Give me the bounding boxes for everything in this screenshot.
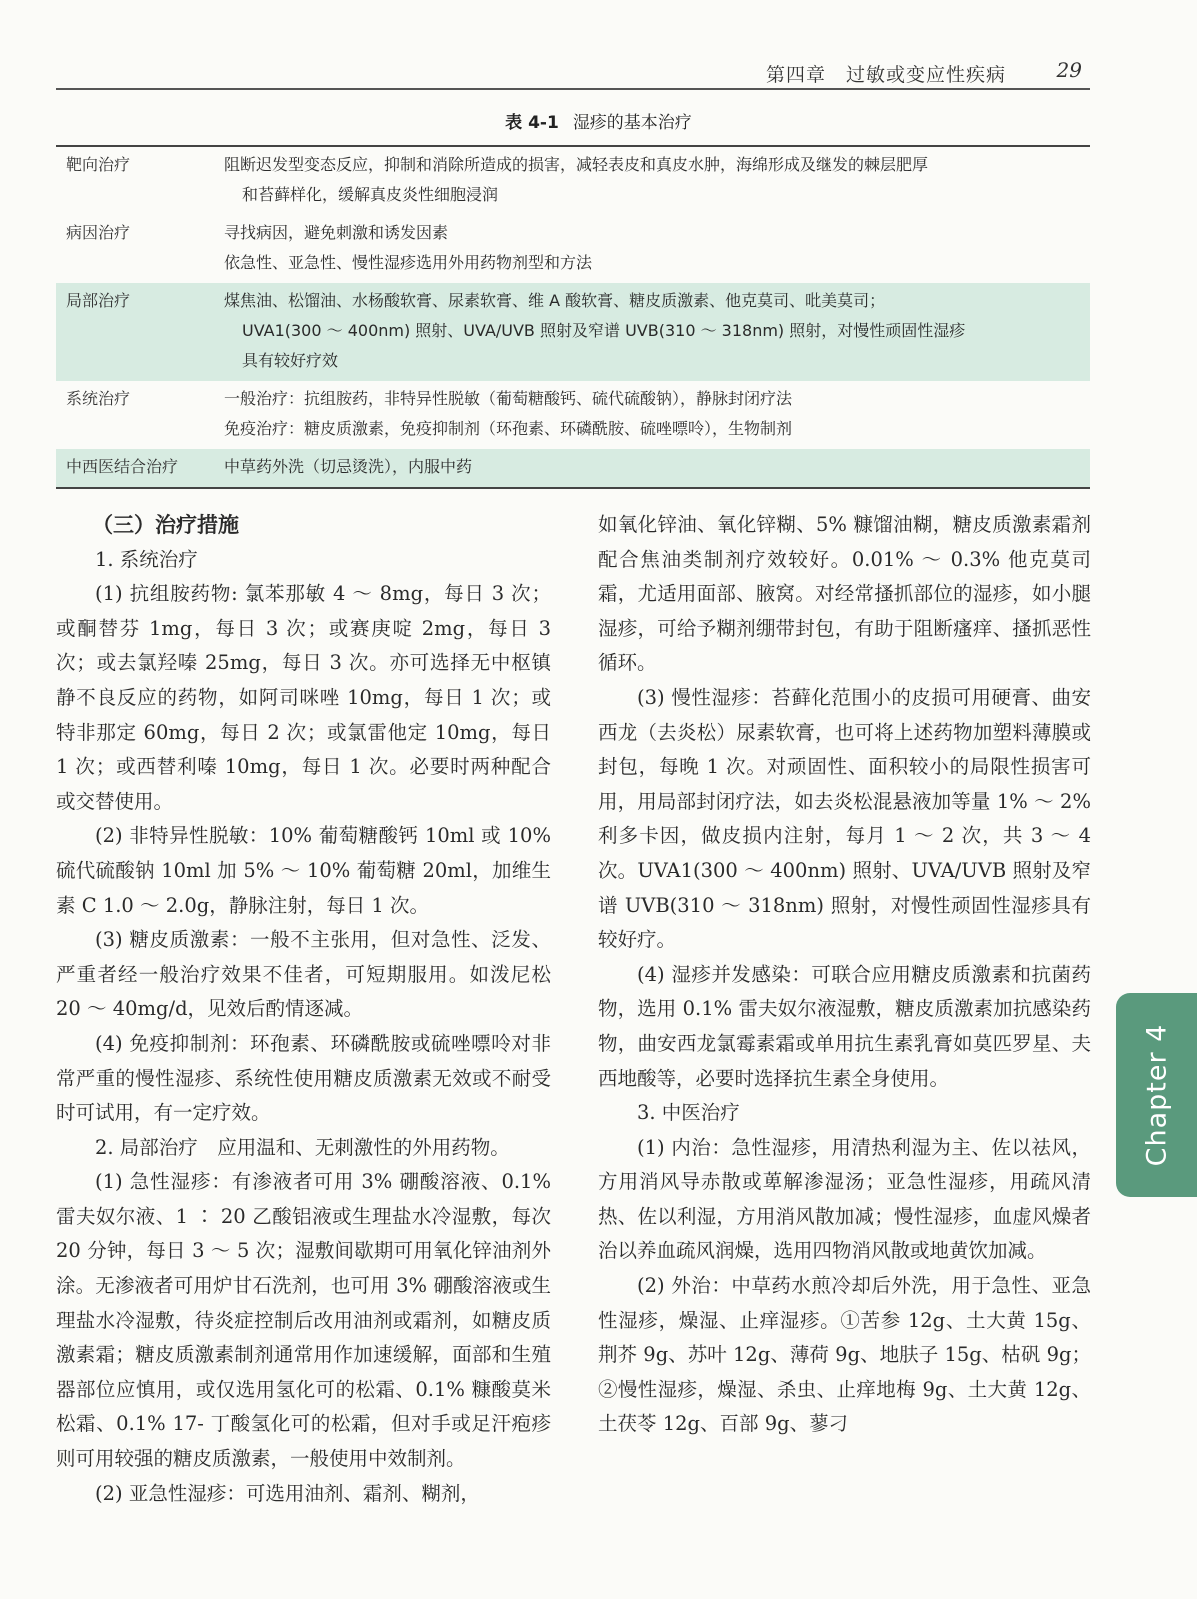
table-row — [56, 215, 1090, 283]
row-line: UVA1(300 ～ 400nm) 照射、UVA/UVB 照射及窄谱 UVB(310 ～ 318nm) 照射，对慢性顽固性湿疹 — [242, 321, 966, 340]
row-line: 阻断迟发型变态反应，抑制和消除所造成的损害，减轻表皮和真皮水肿，海绵形成及继发的棘层肥厚 — [224, 155, 929, 174]
table-row — [56, 449, 1090, 487]
row-line: 和苔藓样化，缓解真皮炎性细胞浸润 — [242, 185, 499, 204]
table-row — [56, 381, 1090, 449]
running-header — [56, 52, 1090, 90]
table-row — [56, 283, 1090, 381]
row-line: 中草药外洗（切忌烫洗），内服中药 — [224, 457, 473, 476]
paragraph: (1) 内治：急性湿疹，用清热利湿为主、佐以祛风，方用消风导赤散或萆解渗湿汤；亚急性湿疹，用疏风清热、佐以利湿，方用消风散加减；慢性湿疹，血虚风燥者治以养血疏风润燥，选用四物消风散或地黄饮加减。 — [598, 1135, 1091, 1263]
paragraph: 3. 中医治疗 — [637, 1101, 740, 1125]
page-number: 29 — [1056, 58, 1082, 82]
paragraph: 如氧化锌油、氧化锌糊、5% 糠馏油糊，糖皮质激素霜剂配合焦油类制剂疗效较好。0.01% ～ 0.3% 他克莫司霜，尤适用面部、腋窝。对经常搔抓部位的湿疹，如小腿湿疹，可给予糊剂绷带封包，有助于阻断瘙痒、搔抓恶性循环。 — [598, 513, 1091, 675]
left-column — [56, 508, 551, 1511]
row-line: 具有较好疗效 — [242, 351, 339, 370]
table-caption — [0, 108, 1197, 133]
row-label: 中西医结合治疗 — [66, 457, 179, 476]
paragraph: (2) 外治：中草药水煎冷却后外洗，用于急性、亚急性湿疹，燥湿、止痒湿疹。①苦参 12g、土大黄 15g、荆芥 9g、苏叶 12g、薄荷 9g、地肤子 15g、枯矾 9g；②慢性湿疹，燥湿、杀虫、止痒地梅 9g、土大黄 12g、土茯苓 12g、百部 9g、蓼刁 — [598, 1274, 1091, 1436]
row-content — [224, 150, 1090, 210]
table-title: 湿疹的基本治疗 — [572, 113, 692, 133]
paragraph: 1. 系统治疗 — [95, 547, 198, 571]
paragraph: (2) 亚急性湿疹：可选用油剂、霜剂、糊剂， — [95, 1481, 480, 1505]
paragraph: (4) 免疫抑制剂：环孢素、环磷酰胺或硫唑嘌呤对非常严重的慢性湿疹、系统性使用糖皮质激素无效或不耐受时可试用，有一定疗效。 — [56, 1031, 551, 1125]
treatment-table — [56, 145, 1090, 489]
row-line: 煤焦油、松馏油、水杨酸软膏、尿素软膏、维 A 酸软膏、糖皮质激素、他克莫司、吡美莫司； — [224, 291, 886, 310]
row-content — [224, 218, 1090, 278]
section-heading: （三）治疗措施 — [92, 512, 239, 537]
chapter-title: 第四章 过敏或变应性疾病 — [765, 64, 1006, 86]
paragraph: (1) 抗组胺药物: 氯苯那敏 4 ～ 8mg，每日 3 次；或酮替芬 1mg，每日 3 次；或赛庚啶 2mg，每日 3 次；或去氯羟嗪 25mg，每日 3 次。亦可选择无中枢镇静不良反应的药物，如阿司咪唑 10mg，每日 1 次；或特非那定 60mg，每日 2 次；或氯雷他定 10mg，每日 1 次；或西替利嗪 10mg，每日 1 次。必要时两种配合或交替使用。 — [56, 582, 551, 813]
row-content — [224, 286, 1090, 376]
row-content — [224, 452, 1090, 482]
row-content — [224, 384, 1090, 444]
paragraph: (1) 急性湿疹：有渗液者可用 3% 硼酸溶液、0.1% 雷夫奴尔液、1 ∶ 20 乙酸铝液或生理盐水冷湿敷，每次 20 分钟，每日 3 ～ 5 次；湿敷间歇期可用氧化锌油剂外涂。无渗液者可用炉甘石洗剂，也可用 3% 硼酸溶液或生理盐水冷湿敷，待炎症控制后改用油剂或霜剂，如糖皮质激素霜；糖皮质激素制剂通常用作加速缓解，面部和生殖器部位应慎用，或仅选用氢化可的松霜、0.1% 糠酸莫米松霜、0.1% 17- 丁酸氢化可的松霜，但对手或足汗疱疹则可用较强的糖皮质激素，一般使用中效制剂。 — [56, 1170, 551, 1471]
paragraph: (3) 糖皮质激素：一般不主张用，但对急性、泛发、严重者经一般治疗效果不佳者，可短期服用。如泼尼松 20 ～ 40mg/d，见效后酌情逐减。 — [56, 928, 551, 1021]
table-row — [56, 147, 1090, 215]
paragraph: 2. 局部治疗 应用温和、无刺激性的外用药物。 — [95, 1135, 510, 1159]
row-line: 一般治疗：抗组胺药，非特异性脱敏（葡萄糖酸钙、硫代硫酸钠），静脉封闭疗法 — [224, 389, 793, 408]
row-line: 免疫治疗：糖皮质激素，免疫抑制剂（环孢素、环磷酰胺、硫唑嘌呤），生物制剂 — [224, 419, 793, 438]
row-label: 病因治疗 — [66, 223, 131, 242]
row-label: 系统治疗 — [66, 389, 131, 408]
paragraph: (3) 慢性湿疹：苔藓化范围小的皮损可用硬膏、曲安西龙（去炎松）尿素软膏，也可将上述药物加塑料薄膜或封包，每晚 1 次。对顽固性、面积较小的局限性损害可用，用局部封闭疗法，如去炎松混悬液加等量 1% ～ 2% 利多卡因，做皮损内注射，每月 1 ～ 2 次，共 3 ～ 4 次。UVA1(300 ～ 400nm) 照射、UVA/UVB 照射及窄谱 UVB(310 ～ 318nm) 照射，对慢性顽固性湿疹具有较好疗。 — [598, 685, 1091, 952]
row-line: 寻找病因，避免刺激和诱发因素 — [224, 223, 449, 242]
row-label: 局部治疗 — [66, 291, 131, 310]
paragraph: (2) 非特异性脱敏：10% 葡萄糖酸钙 10ml 或 10% 硫代硫酸钠 10ml 加 5% ～ 10% 葡萄糖 20ml，加维生素 C 1.0 ～ 2.0g，静脉注射，每日 1 次。 — [56, 824, 551, 917]
right-column — [598, 508, 1091, 1442]
chapter-side-tab — [1116, 993, 1197, 1197]
table-label: 表 4-1 — [505, 113, 559, 133]
chapter-tab-label: Chapter 4 — [1141, 1023, 1172, 1167]
paragraph: (4) 湿疹并发感染：可联合应用糖皮质激素和抗菌药物，选用 0.1% 雷夫奴尔液湿敷，糖皮质激素加抗感染药物，曲安西龙氯霉素霜或单用抗生素乳膏如莫匹罗星、夫西地酸等，必要时选择抗生素全身使用。 — [598, 962, 1091, 1090]
row-label: 靶向治疗 — [66, 155, 131, 174]
row-line: 依急性、亚急性、慢性湿疹选用外用药物剂型和方法 — [224, 253, 593, 272]
